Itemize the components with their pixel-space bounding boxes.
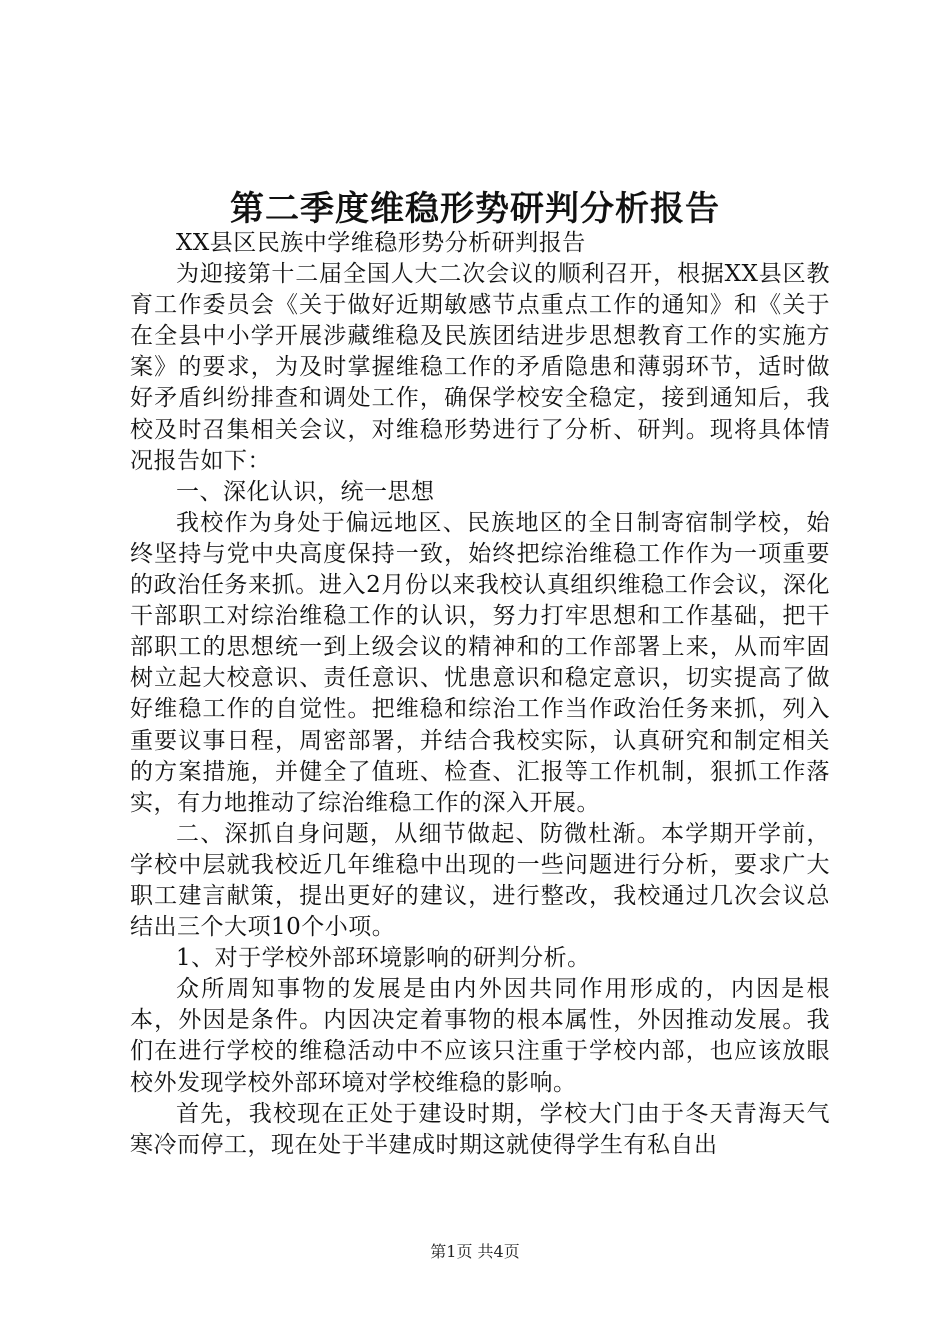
- subsection-1-paragraph-2: 首先，我校现在正处于建设时期，学校大门由于冬天青海天气寒冷而停工，现在处于半建成时期这就使得学生有私自出: [130, 1100, 830, 1158]
- subtitle-paragraph: XX县区民族中学维稳形势分析研判报告: [176, 230, 586, 256]
- section-heading-1: 一、深化认识，统一思想: [176, 478, 435, 505]
- subsection-1-paragraph: 众所周知事物的发展是由内外因共同作用形成的，内因是根本，外因是条件。内因决定着事物的根本属性，外因推动发展。我们在进行学校的维稳活动中不应该只注重于学校内部，也应该放眼校外发现学校外部环境对学校维稳的影响。: [130, 976, 830, 1096]
- page-footer: 第1页 共4页: [430, 1242, 520, 1261]
- section-heading-2-paragraph: 二、深抓自身问题，从细节做起、防微杜渐。本学期开学前，学校中层就我校近几年维稳中出现的一些问题进行分析，要求广大职工建言献策，提出更好的建议，进行整改，我校通过几次会议总结出三个大项10个小项。: [130, 820, 830, 941]
- subsection-heading-1: 1、对于学校外部环境影响的研判分析。: [176, 945, 591, 972]
- document-body: [130, 228, 830, 1161]
- document-title: 第二季度维稳形势研判分析报告: [230, 189, 720, 229]
- intro-paragraph: 为迎接第十二届全国人大二次会议的顺利召开，根据XX县区教育工作委员会《关于做好近期敏感节点重点工作的通知》和《关于在全县中小学开展涉藏维稳及民族团结进步思想教育工作的实施方案》的要求，为及时掌握维稳工作的矛盾隐患和薄弱环节，适时做好矛盾纠纷排查和调处工作，确保学校安全稳定，接到通知后，我校及时召集相关会议，对维稳形势进行了分析、研判。现将具体情况报告如下：: [130, 261, 830, 474]
- section-1-paragraph: 我校作为身处于偏远地区、民族地区的全日制寄宿制学校，始终坚持与党中央高度保持一致，始终把综治维稳工作作为一项重要的政治任务来抓。进入2月份以来我校认真组织维稳工作会议，深化干部职工对综治维稳工作的认识，努力打牢思想和工作基础，把干部职工的思想统一到上级会议的精神和的工作部署上来，从而牢固树立起大校意识、责任意识、忧患意识和稳定意识，切实提高了做好维稳工作的自觉性。把维稳和综治工作当作政治任务来抓，列入重要议事日程，周密部署，并结合我校实际，认真研究和制定相关的方案措施，并健全了值班、检查、汇报等工作机制，狠抓工作落实，有力地推动了综治维稳工作的深入开展。: [130, 509, 830, 816]
